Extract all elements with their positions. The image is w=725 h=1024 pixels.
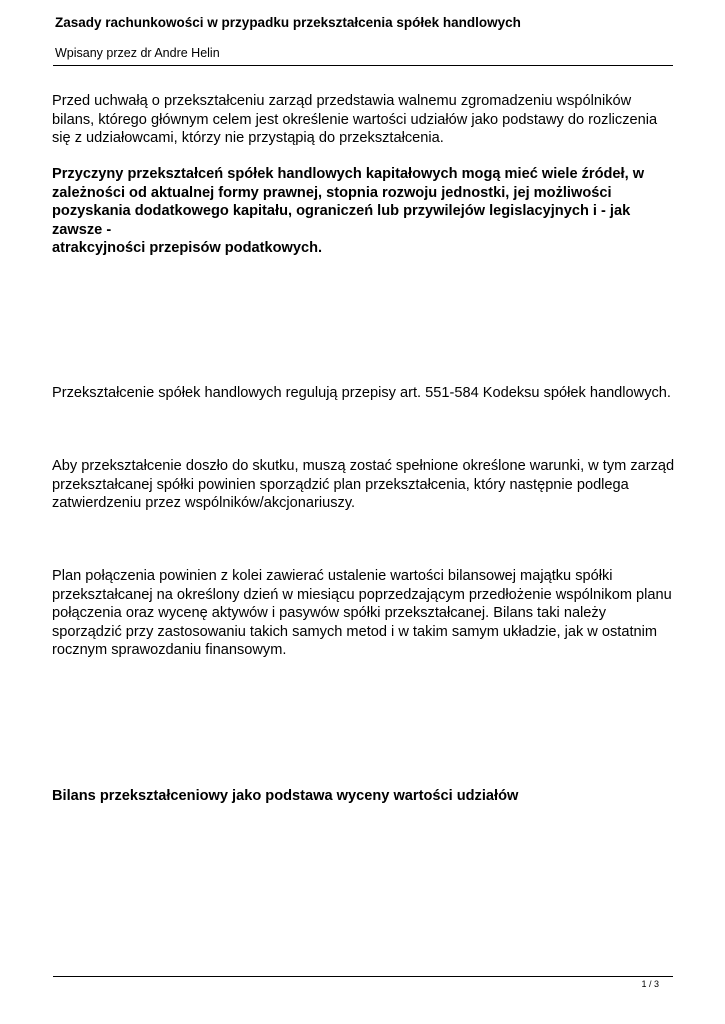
paragraph-transformation-reasons-main: Przyczyny przekształceń spółek handlowych kapitałowych mogą mieć wiele źródeł, w zależności od aktualnej formy prawnej, stopnia rozwoju jednostki, jej możliwości pozyskania dodatkowego kapitału, ograniczeń lub przywilejów legislacyjnych i - jak zawsze -: [52, 166, 645, 238]
document-title: Zasady rachunkowości w przypadku przekształcenia spółek handlowych: [55, 15, 521, 30]
paragraph-legal-basis: Przekształcenie spółek handlowych regulują przepisy art. 551-584 Kodeksu spółek handlowych.: [52, 385, 671, 401]
paragraph-merger-plan: Plan połączenia powinien z kolei zawierać ustalenie wartości bilansowej majątku spółki przekształcanej na określony dzień w miesiącu poprzedzającym przedłożenie wspólnikom planu połączenia oraz wycenę aktywów i pasywów spółki przekształcanej. Bilans taki należy sporządzić przy zastosowaniu takich samych metod i w takim samym układzie, jak w ostatnim rocznym sprawozdaniu finansowym.: [52, 568, 672, 659]
document-author: Wpisany przez dr Andre Helin: [55, 46, 220, 60]
page-number: 1 / 3: [641, 979, 659, 989]
section-heading: Bilans przekształceniowy jako podstawa wyceny wartości udziałów: [52, 788, 519, 804]
paragraph-transformation-reasons-end: atrakcyjności przepisów podatkowych.: [52, 240, 323, 257]
footer-divider: [53, 976, 673, 977]
paragraph-transformation-reasons: [52, 165, 677, 258]
paragraph-conditions: Aby przekształcenie doszło do skutku, muszą zostać spełnione określone warunki, w tym zarząd przekształcanej spółki powinien sporządzić plan przekształcenia, który następnie podlega zatwierdzeniu przez wspólników/akcjonariuszy.: [52, 458, 675, 512]
paragraph-balance-sheet-intro: Przed uchwałą o przekształceniu zarząd przedstawia walnemu zgromadzeniu wspólników bilans, którego głównym celem jest określenie wartości udziałów jako podstawy do rozliczenia się z udziałowcami, którzy nie przystąpią do przekształcenia.: [52, 93, 658, 147]
header-divider: [53, 65, 673, 66]
